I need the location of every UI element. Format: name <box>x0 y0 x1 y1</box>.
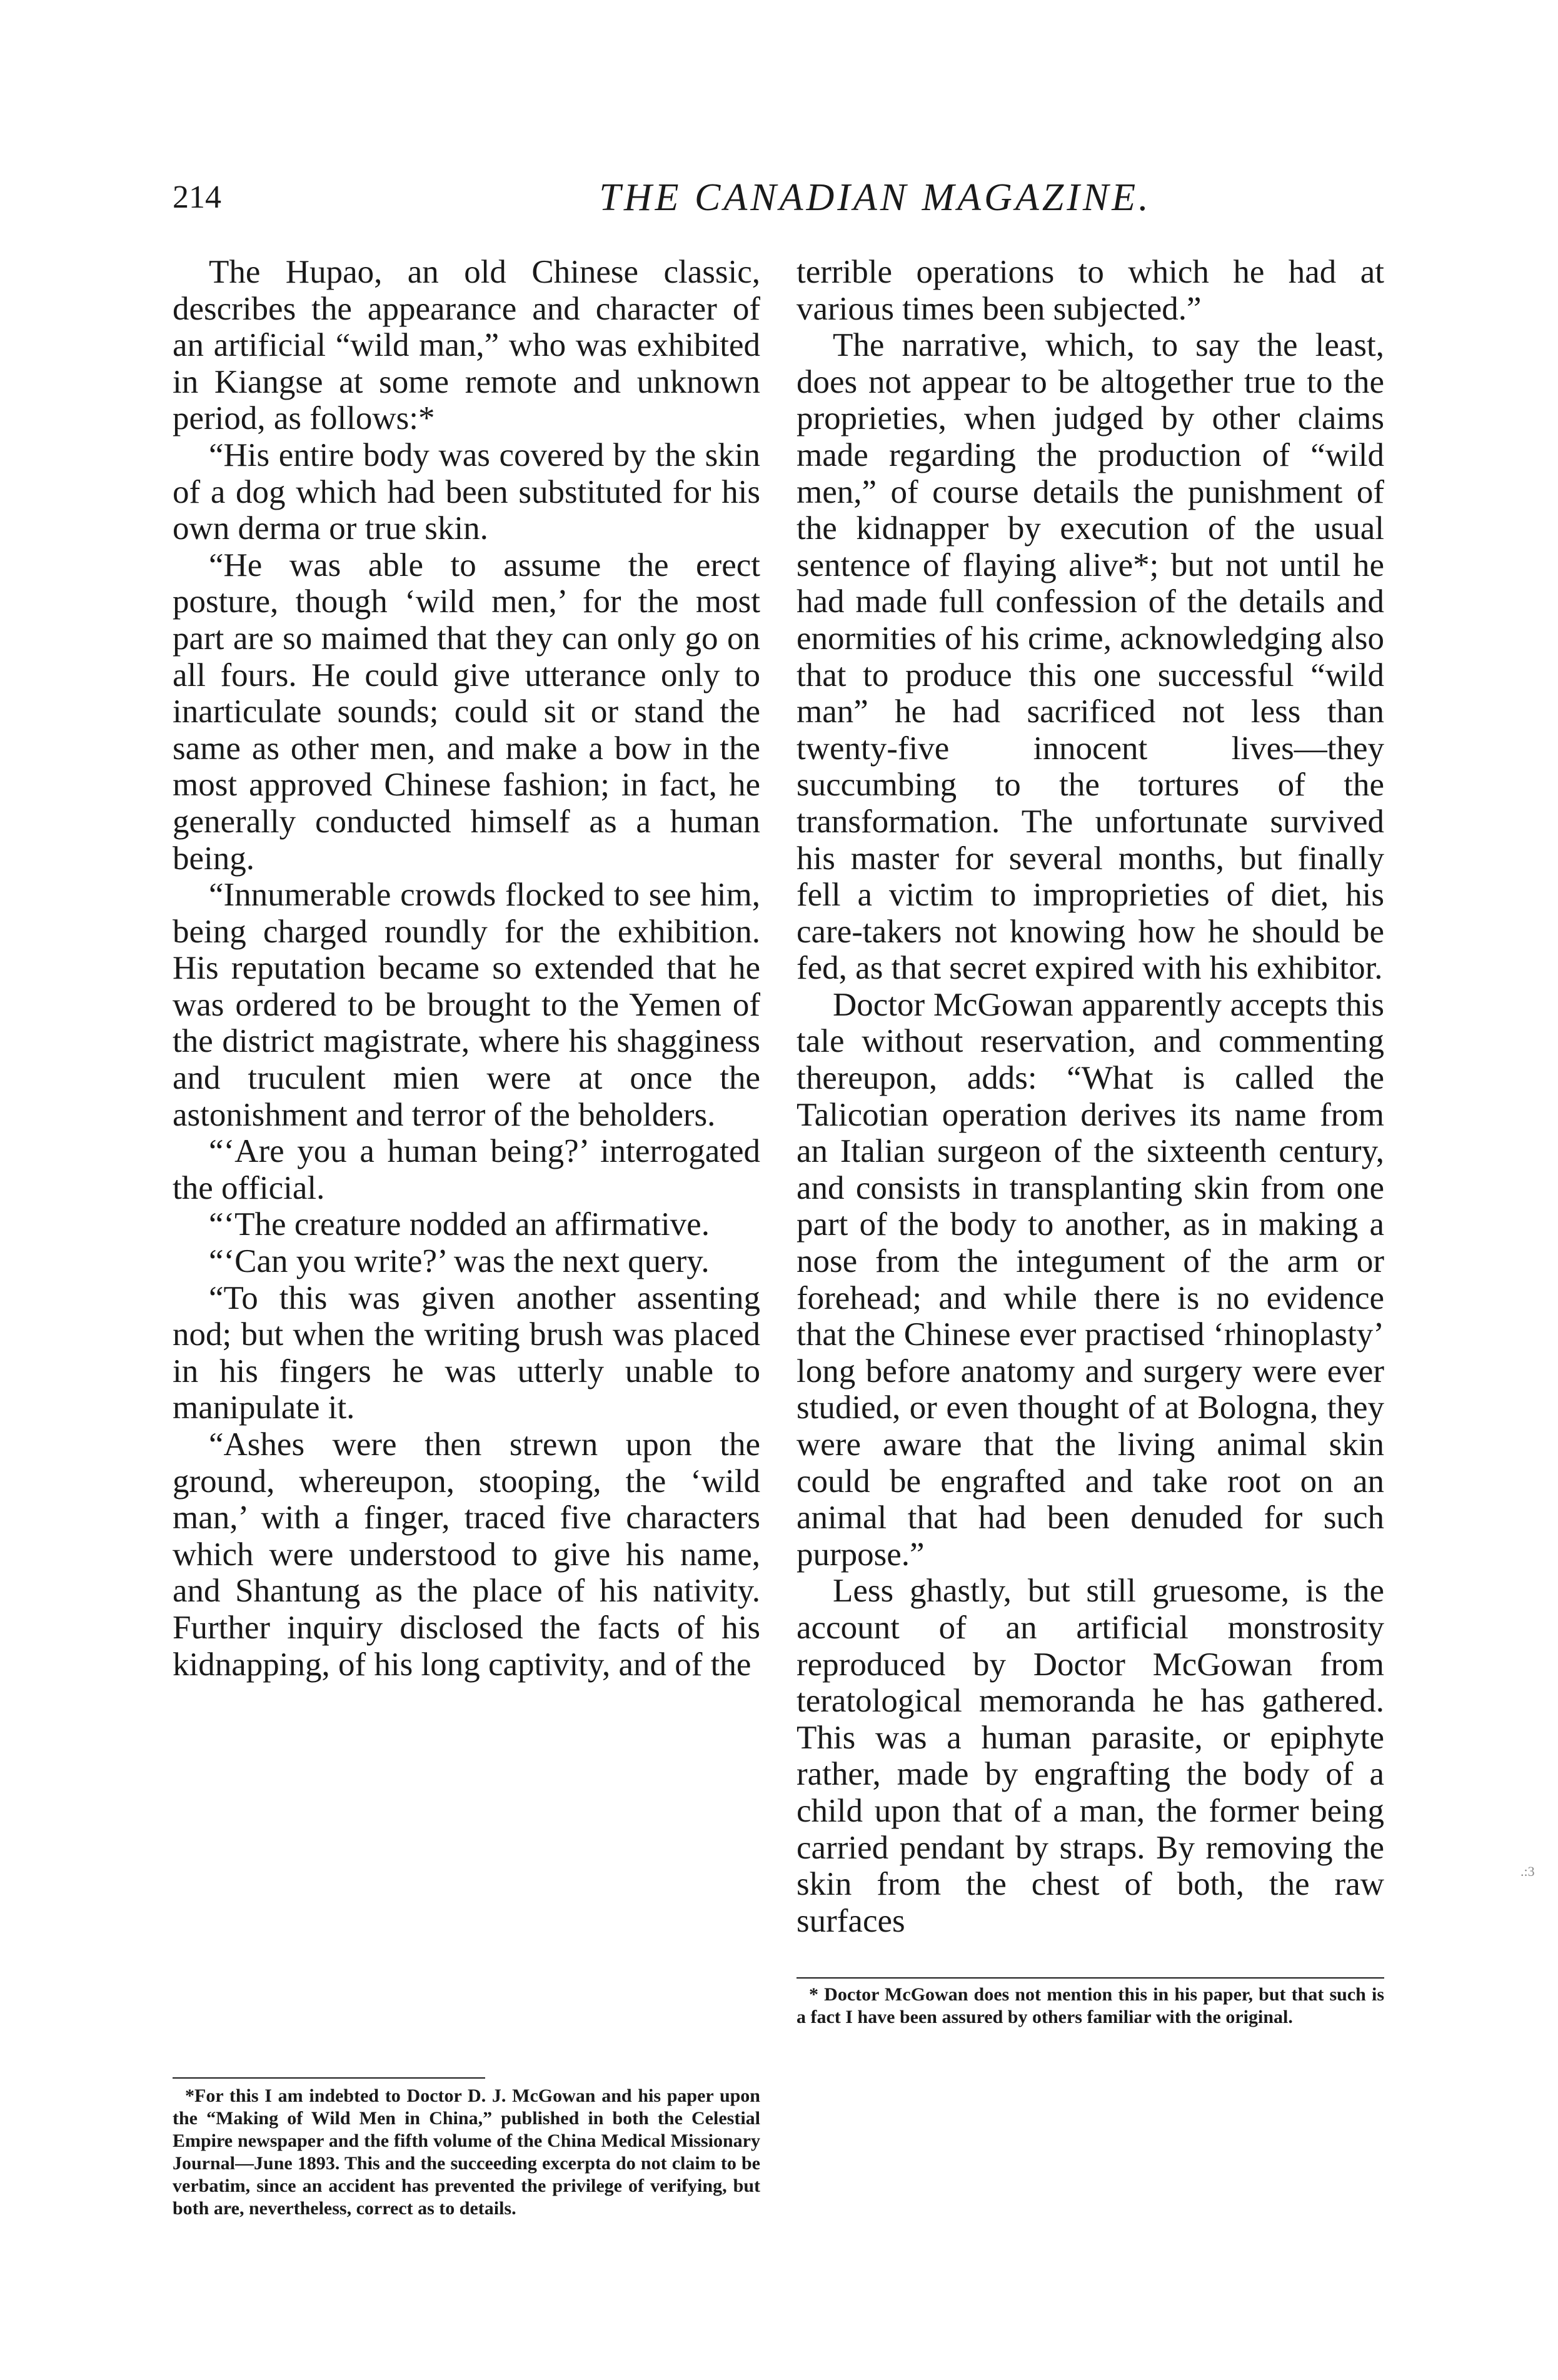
paragraph: “Innumerable crowds flocked to see him, being charged roundly for the exhibition. His reputation became so extended that he was ordered to be brought to the Yemen of the district magistrate, where his shagginess and truculent mien were at once the astonishment and terror of the beholders. <box>173 877 760 1133</box>
paragraph: Less ghastly, but still gruesome, is the account of an artificial monstrosity reproduced by Doctor McGowan from teratological memoranda he has gathered. This was a human parasite, or epiphyte rather, made by engrafting the body of a child upon that of a man, the former being carried pendant by straps. By removing the skin from the chest of both, the raw surfaces <box>797 1573 1384 1939</box>
paragraph: “His entire body was covered by the skin of a dog which had been substituted for his own derma or true skin. <box>173 436 760 547</box>
paragraph: terrible operations to which he had at various times been subjected.” <box>797 254 1384 327</box>
running-title: THE CANADIAN MAGAZINE. <box>599 176 1152 219</box>
right-column <box>797 254 1384 1939</box>
footnote-left <box>173 2085 760 2220</box>
left-column <box>173 254 760 1683</box>
paragraph: The Hupao, an old Chinese classic, describes the appearance and character of an artificial “wild man,” who was exhibited in Kiangse at some remote and unknown period, as follows:* <box>173 254 760 437</box>
footnote-divider-left <box>173 2077 485 2079</box>
paragraph: Doctor McGowan apparently accepts this tale without reservation, and commenting thereupon, adds: “What is called the Talicotian operation derives its name from an Italian surgeon of the sixteenth century, and consists in transplanting skin from one part of the body to another, as in making a nose from the integument of the arm or forehead; and while there is no evidence that the Chinese ever practised ‘rhinoplasty’ long before anatomy and surgery were ever studied, or even thought of at Bologna, they were aware that the living animal skin could be engrafted and take root on an animal that had been denuded for such purpose.” <box>797 986 1384 1573</box>
paragraph: “‘Are you a human being?’ interrogated the official. <box>173 1133 760 1206</box>
paragraph: “‘The creature nodded an affirmative. <box>209 1206 710 1243</box>
footnote-divider-right <box>797 1977 1384 1979</box>
footnote-text: * Doctor McGowan does not mention this in his paper, but that such is a fact I have been assured by others familiar with the original. <box>797 1984 1384 2027</box>
paragraph: “He was able to assume the erect posture, though ‘wild men,’ for the most part are so maimed that they can only go on all fours. He could give utterance only to inarticulate sounds; could sit or stand the same as other men, and make a bow in the most approved Chinese fashion; in fact, he generally conducted himself as a human being. <box>173 547 760 877</box>
paragraph: “‘Can you write?’ was the next query. <box>209 1243 710 1280</box>
margin-mark: .:3 <box>1520 1863 1535 1879</box>
paragraph: “Ashes were then strewn upon the ground, whereupon, stooping, the ‘wild man,’ with a finger, traced five characters which were understood to give his name, and Shantung as the place of his nativity. Further inquiry disclosed the facts of his kidnapping, of his long captivity, and of the <box>173 1426 760 1683</box>
page-number: 214 <box>173 179 221 215</box>
footnote-right <box>797 1984 1384 2029</box>
paragraph: The narrative, which, to say the least, does not appear to be altogether true to the proprieties, when judged by other claims made regarding the production of “wild men,” of course details the punishment of the kidnapper by execution of the usual sentence of flaying alive*; but not until he had made full confession of the details and enormities of his crime, acknowledging also that to produce this one successful “wild man” he had sacrificed not less than twenty-five innocent lives—they succumbing to the tortures of the transformation. The unfortunate survived his master for several months, but finally fell a victim to improprieties of diet, his care-takers not knowing how he should be fed, as that secret expired with his exhibitor. <box>797 327 1384 987</box>
footnote-text: *For this I am indebted to Doctor D. J. McGowan and his paper upon the “Making of Wild Men in China,” published in both the Celestial Empire newspaper and the fifth volume of the China Medical Missionary Journal—June 1893. This and the succeeding excerpta do not claim to be verbatim, since an accident has prevented the privilege of verifying, but both are, nevertheless, correct as to details. <box>173 2085 760 2219</box>
paragraph: “To this was given another assenting nod; but when the writing brush was placed in his fingers he was utterly unable to manipulate it. <box>173 1279 760 1426</box>
